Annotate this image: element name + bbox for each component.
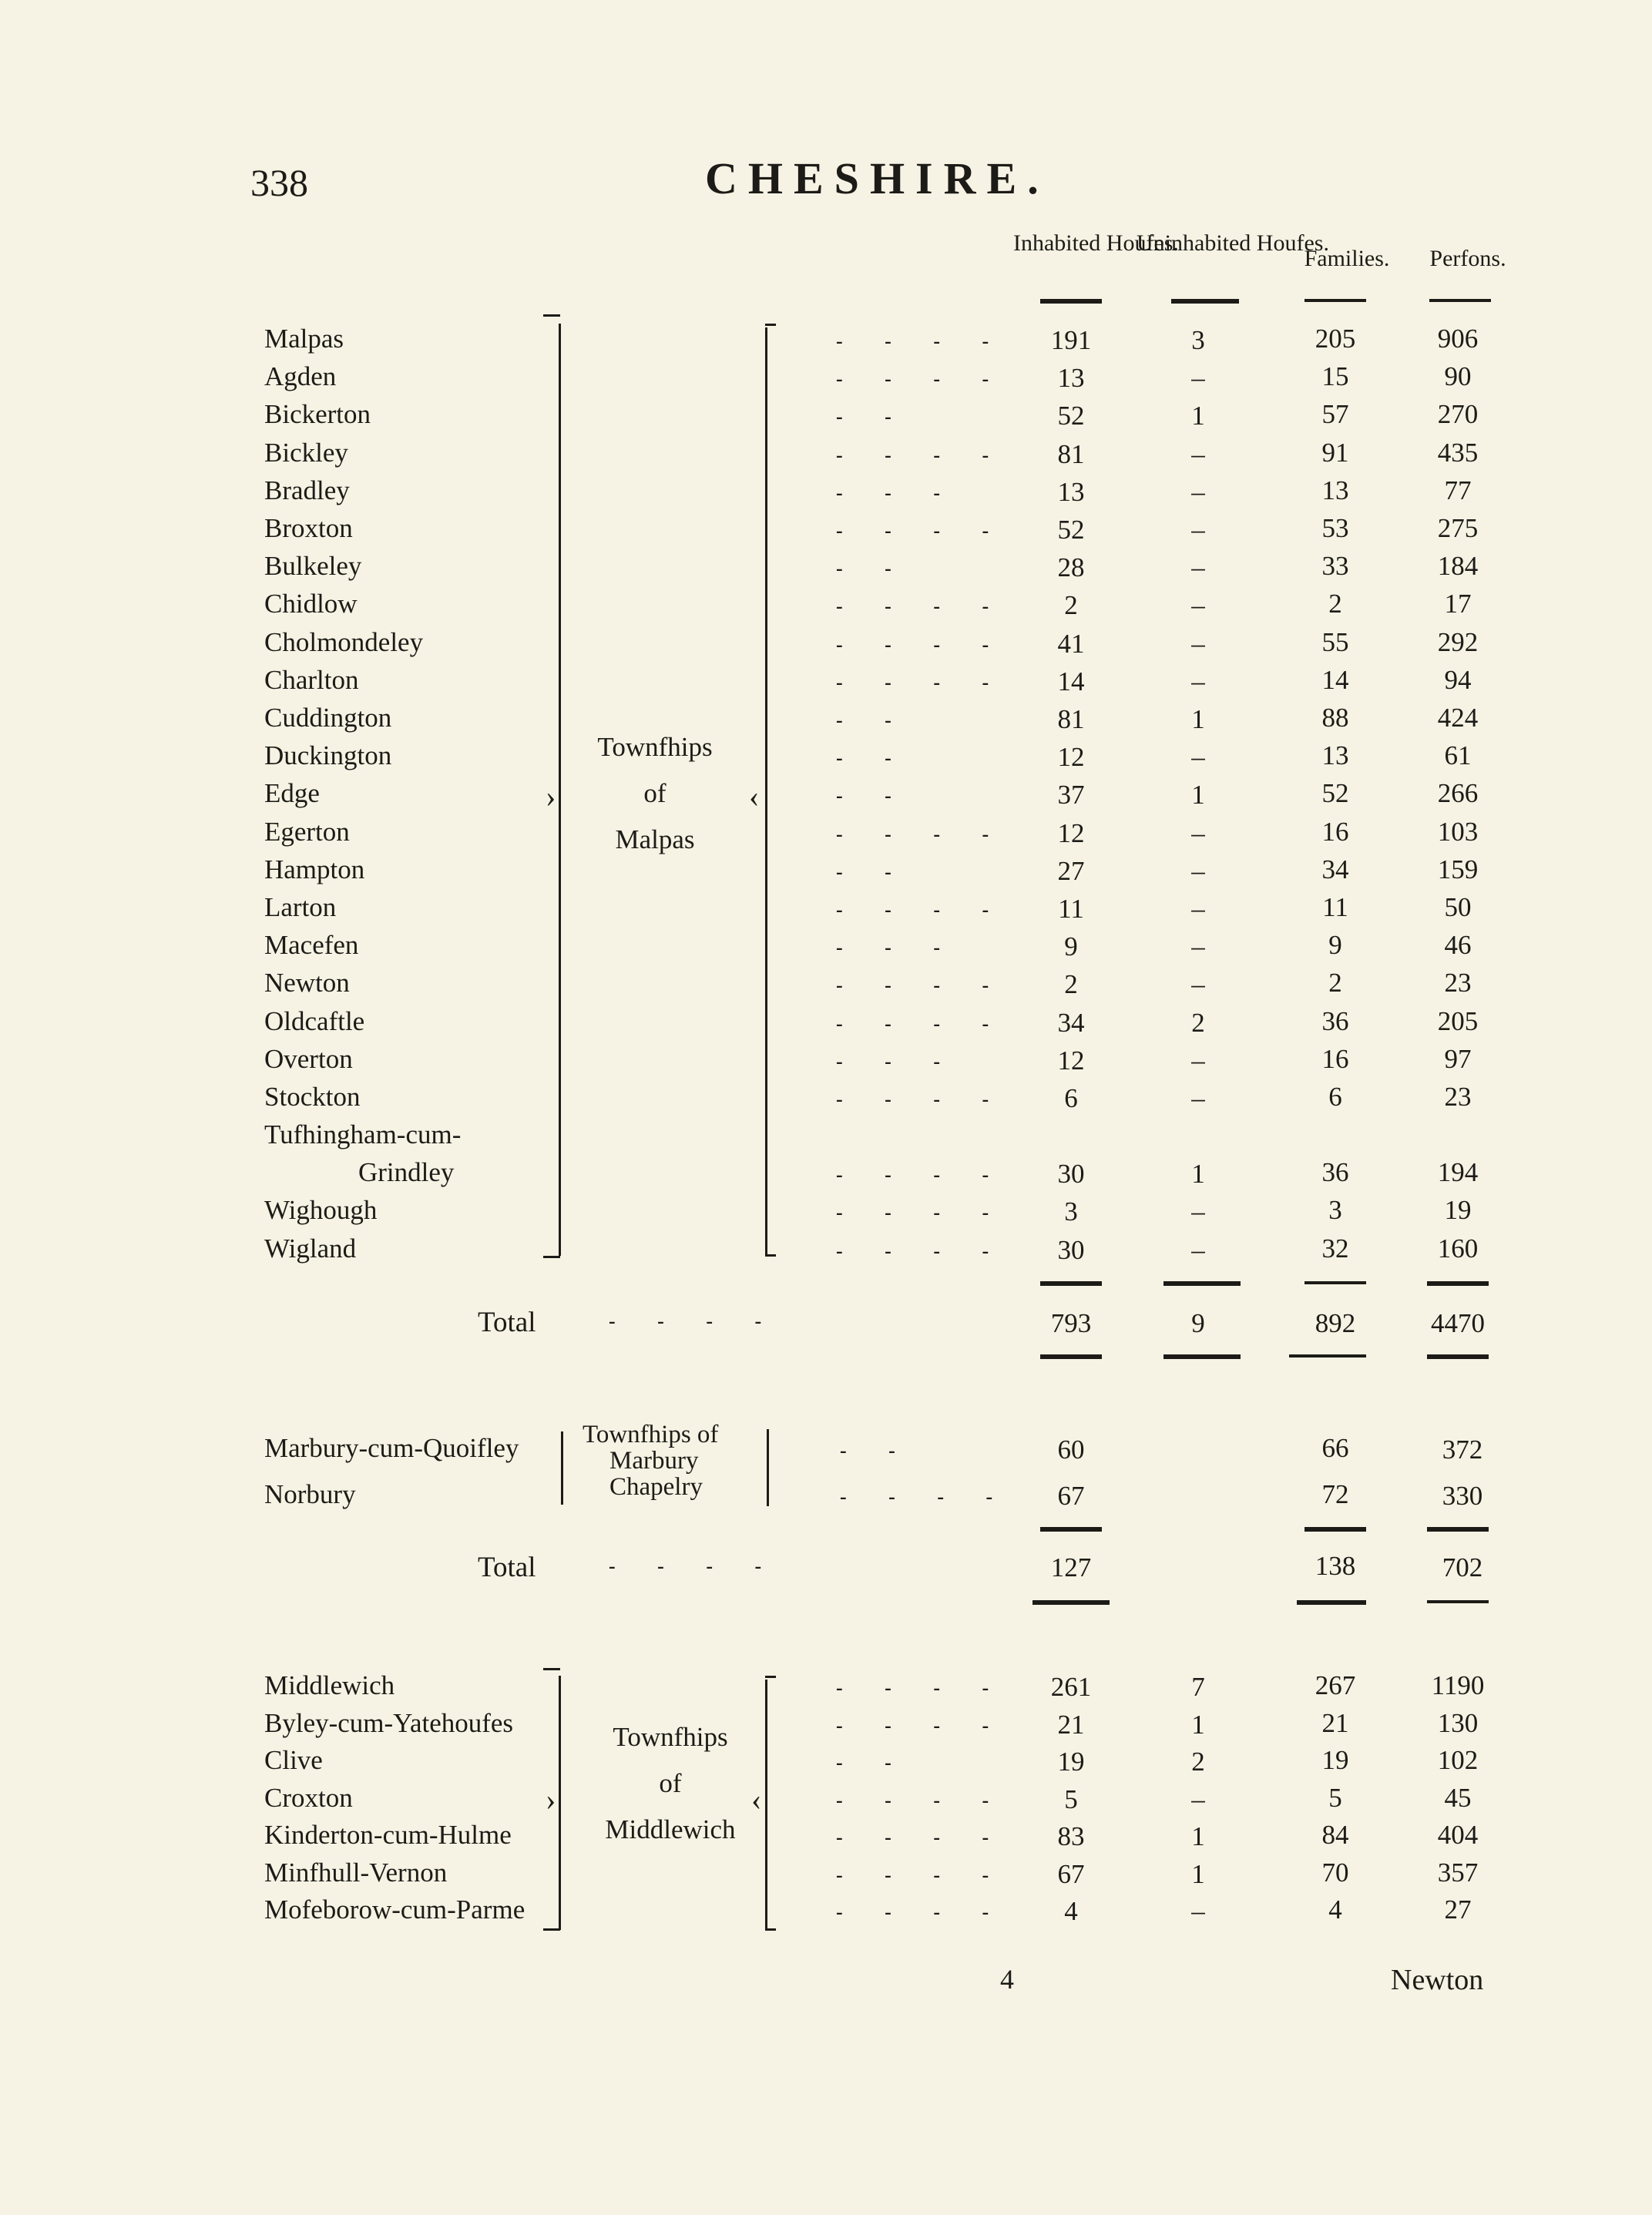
row-uninhabited: 1 [1191,704,1205,734]
row-inhabited: 2 [1064,969,1078,1000]
row-persons: 17 [1444,589,1472,619]
marbury-families: 72 [1321,1479,1349,1509]
row-persons: 45 [1444,1782,1472,1813]
row-inhabited: 4 [1064,1896,1078,1926]
row-families: 4 [1328,1894,1342,1925]
row-inhabited: 28 [1057,552,1085,583]
row-dot-leader: - - - - [836,1239,1008,1262]
header-rule [1040,299,1102,304]
row-families: 14 [1321,664,1349,695]
row-name: Broxton [264,513,353,543]
row-inhabited: 30 [1057,1234,1085,1265]
header-rule [1171,299,1239,304]
bracket-end [543,1256,560,1258]
row-families: 84 [1321,1820,1349,1850]
row-name: Bulkeley [264,551,362,582]
row-dot-leader: - - - - [836,1012,1008,1035]
row-name: Croxton [264,1782,353,1813]
brace-end [765,1254,776,1257]
row-inhabited: 13 [1057,476,1085,507]
row-dot-leader: - - - - [836,1826,1008,1848]
marbury-total-label: Total [478,1552,536,1583]
row-inhabited: 67 [1057,1858,1085,1889]
row-families: 88 [1321,703,1349,733]
row-uninhabited: 3 [1191,325,1205,355]
column-header-inhabited: Inhabited Houfes. [1013,230,1179,256]
row-uninhabited: – [1191,931,1205,962]
marbury-group-label: Townfhips of Marbury Chapelry [583,1421,719,1501]
row-inhabited: 3 [1064,1196,1078,1227]
bracket-line [559,324,561,1256]
row-dot-leader: - - - - [836,898,1008,921]
row-uninhabited: – [1191,1045,1205,1076]
row-name: Wighough [264,1195,378,1226]
row-dot-leader: - - - - [836,443,1008,466]
row-persons: 23 [1444,1082,1472,1112]
row-name: Chidlow [264,589,358,619]
malpas-group-label: Townfhips of Malpas [597,732,713,854]
total-rule [1040,1281,1102,1286]
row-families: 13 [1321,740,1349,771]
row-families: 16 [1321,816,1349,847]
row-uninhabited: – [1191,1083,1205,1113]
header-rule [1429,299,1491,302]
marbury-persons: 372 [1442,1435,1483,1465]
row-uninhabited: 1 [1191,1159,1205,1190]
row-uninhabited: – [1191,817,1205,848]
row-name: Hampton [264,854,365,884]
row-families: 53 [1321,513,1349,543]
row-dot-leader: - - - - [836,1901,1008,1923]
marbury-total-dots: - - - - [609,1555,781,1577]
row-persons: 184 [1437,551,1479,582]
row-name: Stockton [264,1082,361,1112]
total-rule [1427,1281,1489,1286]
row-persons: 424 [1437,703,1479,733]
row-inhabited: 11 [1058,894,1084,924]
row-uninhabited: 7 [1191,1672,1205,1702]
row-dot-leader: - - - - [836,1863,1008,1886]
column-header-uninhabited: Uninhabited Houfes. [1137,230,1329,256]
row-dot-leader: - - - - [836,1163,1008,1186]
row-dot-leader: - - [836,709,910,731]
malpas-total-dots: - - - - [609,1310,781,1332]
row-families: 15 [1321,361,1349,392]
bracket-end [543,314,560,317]
row-dot-leader: - - - [836,481,959,504]
row-inhabited: 6 [1064,1083,1078,1113]
row-name: Charlton [264,664,359,695]
row-inhabited: 12 [1057,742,1085,773]
brace-line [765,327,767,1256]
column-header-families: Families. [1304,246,1390,271]
row-persons: 27 [1444,1894,1472,1925]
bracket-point: › [546,1782,556,1817]
row-families: 91 [1321,437,1349,468]
row-dot-leader: - - [836,557,910,580]
malpas-total-inhabited: 793 [1050,1308,1092,1338]
row-uninhabited: – [1191,438,1205,469]
row-inhabited: 81 [1057,704,1085,734]
bracket-point: › [546,779,556,814]
row-families: 267 [1315,1670,1356,1700]
row-persons: 90 [1444,361,1472,392]
row-families: 2 [1328,968,1342,998]
row-name: Oldcaftle [264,1005,365,1036]
row-uninhabited: – [1191,363,1205,394]
row-inhabited: 34 [1057,1007,1085,1038]
brace-end [765,1928,776,1931]
row-dot-leader: - - - - [836,1788,1008,1811]
row-persons: 292 [1437,626,1479,657]
row-name: Malpas [264,324,344,354]
row-uninhabited: 2 [1191,1747,1205,1777]
row-persons: 160 [1437,1233,1479,1264]
row-dot-leader: - - [836,860,910,883]
row-name: Cuddington [264,703,392,733]
row-families: 32 [1321,1233,1349,1264]
row-uninhabited: – [1191,1896,1205,1926]
total-rule [1304,1527,1366,1532]
row-name: Wigland [264,1233,357,1264]
row-persons: 130 [1437,1707,1479,1738]
row-uninhabited: – [1191,855,1205,886]
row-uninhabited: – [1191,1784,1205,1814]
row-dot-leader: - - - - [836,330,1008,352]
row-families: 52 [1321,778,1349,809]
total-rule [1297,1600,1366,1605]
row-uninhabited: – [1191,515,1205,545]
row-name: Larton [264,892,337,922]
row-persons: 404 [1437,1820,1479,1850]
marbury-row-dots: - - [840,1439,914,1462]
bracket-line [559,1676,561,1930]
brace-line [767,1429,769,1506]
row-persons: 194 [1437,1157,1479,1188]
row-families: 19 [1321,1745,1349,1775]
row-name: Middlewich [264,1670,395,1700]
signature-mark: 4 [1000,1964,1014,1995]
row-inhabited: 83 [1057,1821,1085,1851]
row-inhabited: 13 [1057,363,1085,394]
malpas-total-label: Total [478,1307,536,1338]
row-uninhabited: 1 [1191,1821,1205,1851]
row-families: 3 [1328,1195,1342,1226]
middlewich-group-label: Townfhips of Middlewich [605,1722,736,1844]
row-inhabited: 30 [1057,1159,1085,1190]
total-rule [1040,1527,1102,1532]
row-name: Tufhingham-cum- [264,1119,462,1150]
row-inhabited: 41 [1057,628,1085,659]
row-uninhabited: – [1191,666,1205,696]
row-name: Kinderton-cum-Hulme [264,1820,512,1850]
row-dot-leader: - - [836,747,910,770]
row-families: 5 [1328,1782,1342,1813]
row-persons: 19 [1444,1195,1472,1226]
row-name: Bickerton [264,399,371,430]
row-families: 34 [1321,854,1349,884]
row-inhabited: 191 [1050,325,1092,355]
row-uninhabited: – [1191,1196,1205,1227]
malpas-total-families: 892 [1315,1308,1356,1338]
row-uninhabited: – [1191,590,1205,621]
marbury-inhabited: 67 [1057,1481,1085,1511]
total-rule [1163,1354,1241,1359]
row-dot-leader: - - - - [836,974,1008,997]
row-inhabited: 12 [1057,817,1085,848]
bracket-end [543,1668,560,1670]
row-name: Byley-cum-Yatehoufes [264,1707,514,1738]
bracket-line [561,1431,563,1505]
row-name: Duckington [264,740,392,771]
row-dot-leader: - - - - [836,367,1008,391]
row-uninhabited: – [1191,894,1205,924]
row-inhabited: 2 [1064,590,1078,621]
row-persons: 906 [1437,324,1479,354]
page-number: 338 [250,161,308,204]
marbury-total-persons: 702 [1442,1552,1483,1582]
brace-line [765,1680,767,1930]
row-families: 11 [1322,892,1348,922]
marbury-persons: 330 [1442,1481,1483,1511]
row-persons: 46 [1444,930,1472,961]
row-persons: 61 [1444,740,1472,771]
marbury-families: 66 [1321,1433,1349,1463]
row-families: 2 [1328,589,1342,619]
row-name: Bickley [264,437,348,468]
row-inhabited: 5 [1064,1784,1078,1814]
total-rule [1289,1354,1366,1358]
row-inhabited: 37 [1057,780,1085,810]
row-uninhabited: 1 [1191,401,1205,431]
row-dot-leader: - - - - [836,1201,1008,1224]
row-families: 9 [1328,930,1342,961]
row-name: Edge [264,778,320,809]
row-families: 21 [1321,1707,1349,1738]
marbury-row-dots: - - - - [840,1485,1012,1508]
row-name: Egerton [264,816,350,847]
row-name: Agden [264,361,337,392]
row-dot-leader: - - - - [836,595,1008,618]
row-persons: 270 [1437,399,1479,430]
row-persons: 97 [1444,1043,1472,1074]
row-dot-leader: - - - [836,1049,959,1072]
malpas-total-uninhabited: 9 [1191,1308,1205,1338]
row-name: Macefen [264,930,359,961]
row-persons: 94 [1444,664,1472,695]
row-persons: 205 [1437,1005,1479,1036]
row-dot-leader: - - - - [836,822,1008,845]
row-persons: 266 [1437,778,1479,809]
row-dot-leader: - - - [836,936,959,959]
row-families: 205 [1315,324,1356,354]
row-families: 13 [1321,475,1349,505]
row-families: 6 [1328,1082,1342,1112]
row-inhabited: 81 [1057,438,1085,469]
row-persons: 103 [1437,816,1479,847]
row-inhabited: 21 [1057,1709,1085,1740]
total-rule [1427,1527,1489,1532]
marbury-row-name: Marbury-cum-Quoifley [264,1433,519,1463]
row-families: 36 [1321,1005,1349,1036]
row-families: 36 [1321,1157,1349,1188]
row-name: Mofeborow-cum-Parme [264,1894,525,1925]
row-families: 16 [1321,1043,1349,1074]
row-persons: 159 [1437,854,1479,884]
row-inhabited: 27 [1057,855,1085,886]
total-rule [1163,1281,1241,1286]
row-inhabited: 9 [1064,931,1078,962]
brace-point: ‹ [749,779,760,814]
page-title: CHESHIRE. [705,153,1049,203]
row-families: 33 [1321,551,1349,582]
row-inhabited: 19 [1057,1747,1085,1777]
row-uninhabited: 1 [1191,1709,1205,1740]
row-name: Newton [264,968,350,998]
row-families: 57 [1321,399,1349,430]
row-inhabited: 52 [1057,401,1085,431]
row-name: Bradley [264,475,350,505]
brace-point: ‹ [751,1782,762,1817]
total-rule [1427,1354,1489,1359]
row-persons: 77 [1444,475,1472,505]
row-name: Minfhull-Vernon [264,1857,448,1888]
row-families: 55 [1321,626,1349,657]
catchword: Newton [1391,1964,1484,1996]
row-dot-leader: - - - - [836,1088,1008,1110]
column-header-persons: Perfons. [1429,246,1506,271]
row-families: 70 [1321,1857,1349,1888]
row-uninhabited: – [1191,742,1205,773]
row-uninhabited: 1 [1191,780,1205,810]
row-dot-leader: - - [836,784,910,807]
marbury-total-inhabited: 127 [1050,1552,1092,1582]
row-dot-leader: - - - - [836,1713,1008,1737]
row-dot-leader: - - - - [836,1676,1008,1699]
marbury-inhabited: 60 [1057,1435,1085,1465]
total-rule [1427,1600,1489,1603]
row-dot-leader: - - - - [836,670,1008,693]
row-inhabited: 14 [1057,666,1085,696]
total-rule [1304,1281,1366,1284]
row-dot-leader: - - [836,1751,910,1774]
row-uninhabited: – [1191,1234,1205,1265]
row-name: Cholmondeley [264,626,424,657]
row-persons: 23 [1444,968,1472,998]
malpas-total-persons: 4470 [1431,1308,1485,1338]
row-dot-leader: - - - - [836,519,1008,542]
row-persons: 357 [1437,1857,1479,1888]
row-uninhabited: 2 [1191,1007,1205,1038]
bracket-end [543,1928,560,1931]
total-rule [1032,1600,1110,1605]
brace-end [765,1676,776,1678]
row-uninhabited: 1 [1191,1858,1205,1889]
row-uninhabited: – [1191,552,1205,583]
brace-end [765,324,776,326]
row-name-continued: Grindley [358,1157,455,1188]
row-uninhabited: – [1191,969,1205,1000]
row-inhabited: 52 [1057,515,1085,545]
total-rule [1040,1354,1102,1359]
row-dot-leader: - - [836,405,910,428]
row-uninhabited: – [1191,476,1205,507]
header-rule [1304,299,1366,302]
row-persons: 50 [1444,892,1472,922]
row-name: Clive [264,1745,323,1775]
row-name: Overton [264,1043,353,1074]
row-inhabited: 261 [1050,1672,1092,1702]
marbury-row-name: Norbury [264,1479,356,1509]
row-persons: 1190 [1431,1670,1485,1700]
row-uninhabited: – [1191,628,1205,659]
row-persons: 102 [1437,1745,1479,1775]
row-dot-leader: - - - - [836,633,1008,656]
row-inhabited: 12 [1057,1045,1085,1076]
marbury-total-families: 138 [1315,1551,1356,1581]
row-persons: 435 [1437,437,1479,468]
row-persons: 275 [1437,513,1479,543]
